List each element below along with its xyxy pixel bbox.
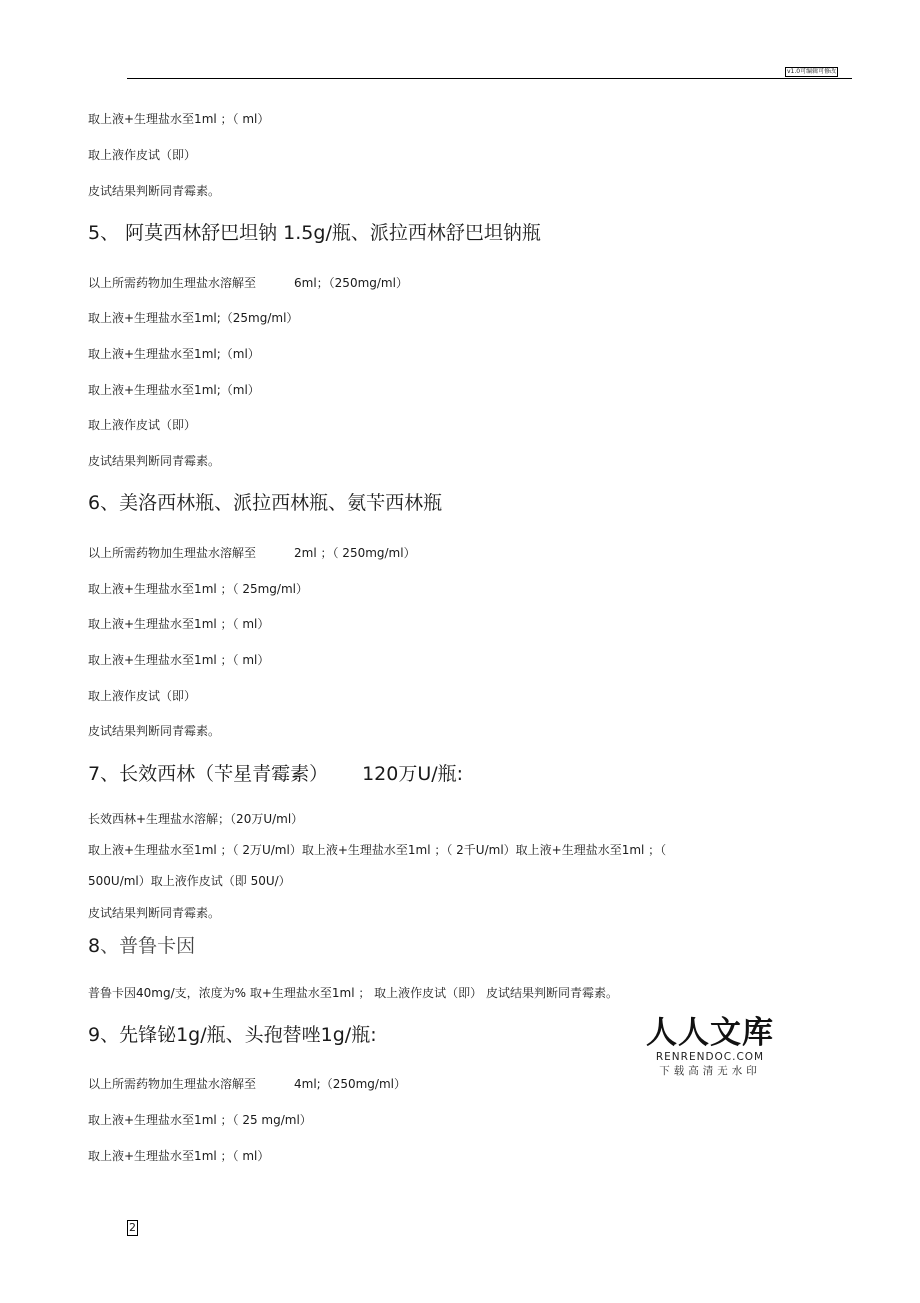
text-line [88,545,416,561]
text-line-part: 2ml ；（ 250mg/ml） [294,546,416,560]
text-line: 取上液+生理盐水至1ml;（ml） [88,347,260,361]
watermark-logo [645,1016,775,1078]
section-8-number: 8 [88,935,101,957]
text-line: 取上液+生理盐水至1ml ；（ 25mg/ml） [88,582,308,596]
text-line: 皮试结果判断同青霉素。 [88,184,221,198]
text-line: 皮试结果判断同青霉素。 [88,906,221,920]
watermark-slogan: 下载高清无水印 [659,1065,761,1077]
text-line: 取上液+生理盐水至1ml ；（ 2万U/ml）取上液+生理盐水至1ml ；（ 2千U/ml）取上液+生理盐水至1ml ；（ [88,843,667,857]
section-8-name: 、普鲁卡因 [100,935,196,957]
section-6-title: 6、美洛西林瓶、派拉西林瓶、氨苄西林瓶 [88,492,443,514]
text-line-part: 以上所需药物加生理盐水溶解至 [88,276,257,290]
text-line [88,275,408,291]
text-line: 取上液+生理盐水至1ml;（ml） [88,383,260,397]
text-line-part: 以上所需药物加生理盐水溶解至 [88,546,257,560]
section-8-title [88,934,195,958]
text-line: 长效西林+生理盐水溶解；（20万U/ml） [88,812,304,826]
text-line: 取上液+生理盐水至1ml ；（ 25 mg/ml） [88,1113,312,1127]
text-line [88,1076,406,1092]
section-5-title: 5、 阿莫西林舒巴坦钠 1.5g/瓶、派拉西林舒巴坦钠瓶 [88,222,541,244]
text-line: 普鲁卡因40mg/支，浓度为% 取+生理盐水至1ml ； 取上液作皮试（即） 皮试结果判断同青霉素。 [88,986,618,1000]
text-line: 取上液+生理盐水至1ml ；（ ml） [88,653,270,667]
text-line-part: 4ml;（250mg/ml） [294,1077,406,1091]
watermark-title: 人人文库 [646,1015,774,1051]
section-7-title [88,762,463,786]
text-line: 取上液作皮试（即） [88,418,197,432]
text-line: 皮试结果判断同青霉素。 [88,454,221,468]
page-number: 2 [129,1221,136,1234]
version-tag: v1.0可编辑可修改 [787,68,837,75]
section-7-title-main: 7、长效西林（苄星青霉素） [88,763,329,785]
text-line: 500U/ml）取上液作皮试（即 50U/） [88,874,291,888]
text-line: 取上液+生理盐水至1ml ；（ ml） [88,1149,270,1163]
text-line: 取上液作皮试（即） [88,689,197,703]
text-line: 取上液作皮试（即） [88,148,197,162]
text-line: 皮试结果判断同青霉素。 [88,724,221,738]
text-line: 取上液+生理盐水至1ml;（25mg/ml） [88,311,299,325]
text-line-part: 6ml；（250mg/ml） [294,276,408,290]
text-line: 取上液+生理盐水至1ml ；（ ml） [88,112,270,126]
text-line: 取上液+生理盐水至1ml ；（ ml） [88,617,270,631]
header-rule [127,78,852,79]
watermark-domain: RENRENDOC.COM [655,1051,765,1063]
section-7-title-dose: 120万U/瓶: [362,763,464,785]
section-9-title: 9、先锋铋1g/瓶、头孢替唑1g/瓶: [88,1024,377,1046]
text-line-part: 以上所需药物加生理盐水溶解至 [88,1077,257,1091]
